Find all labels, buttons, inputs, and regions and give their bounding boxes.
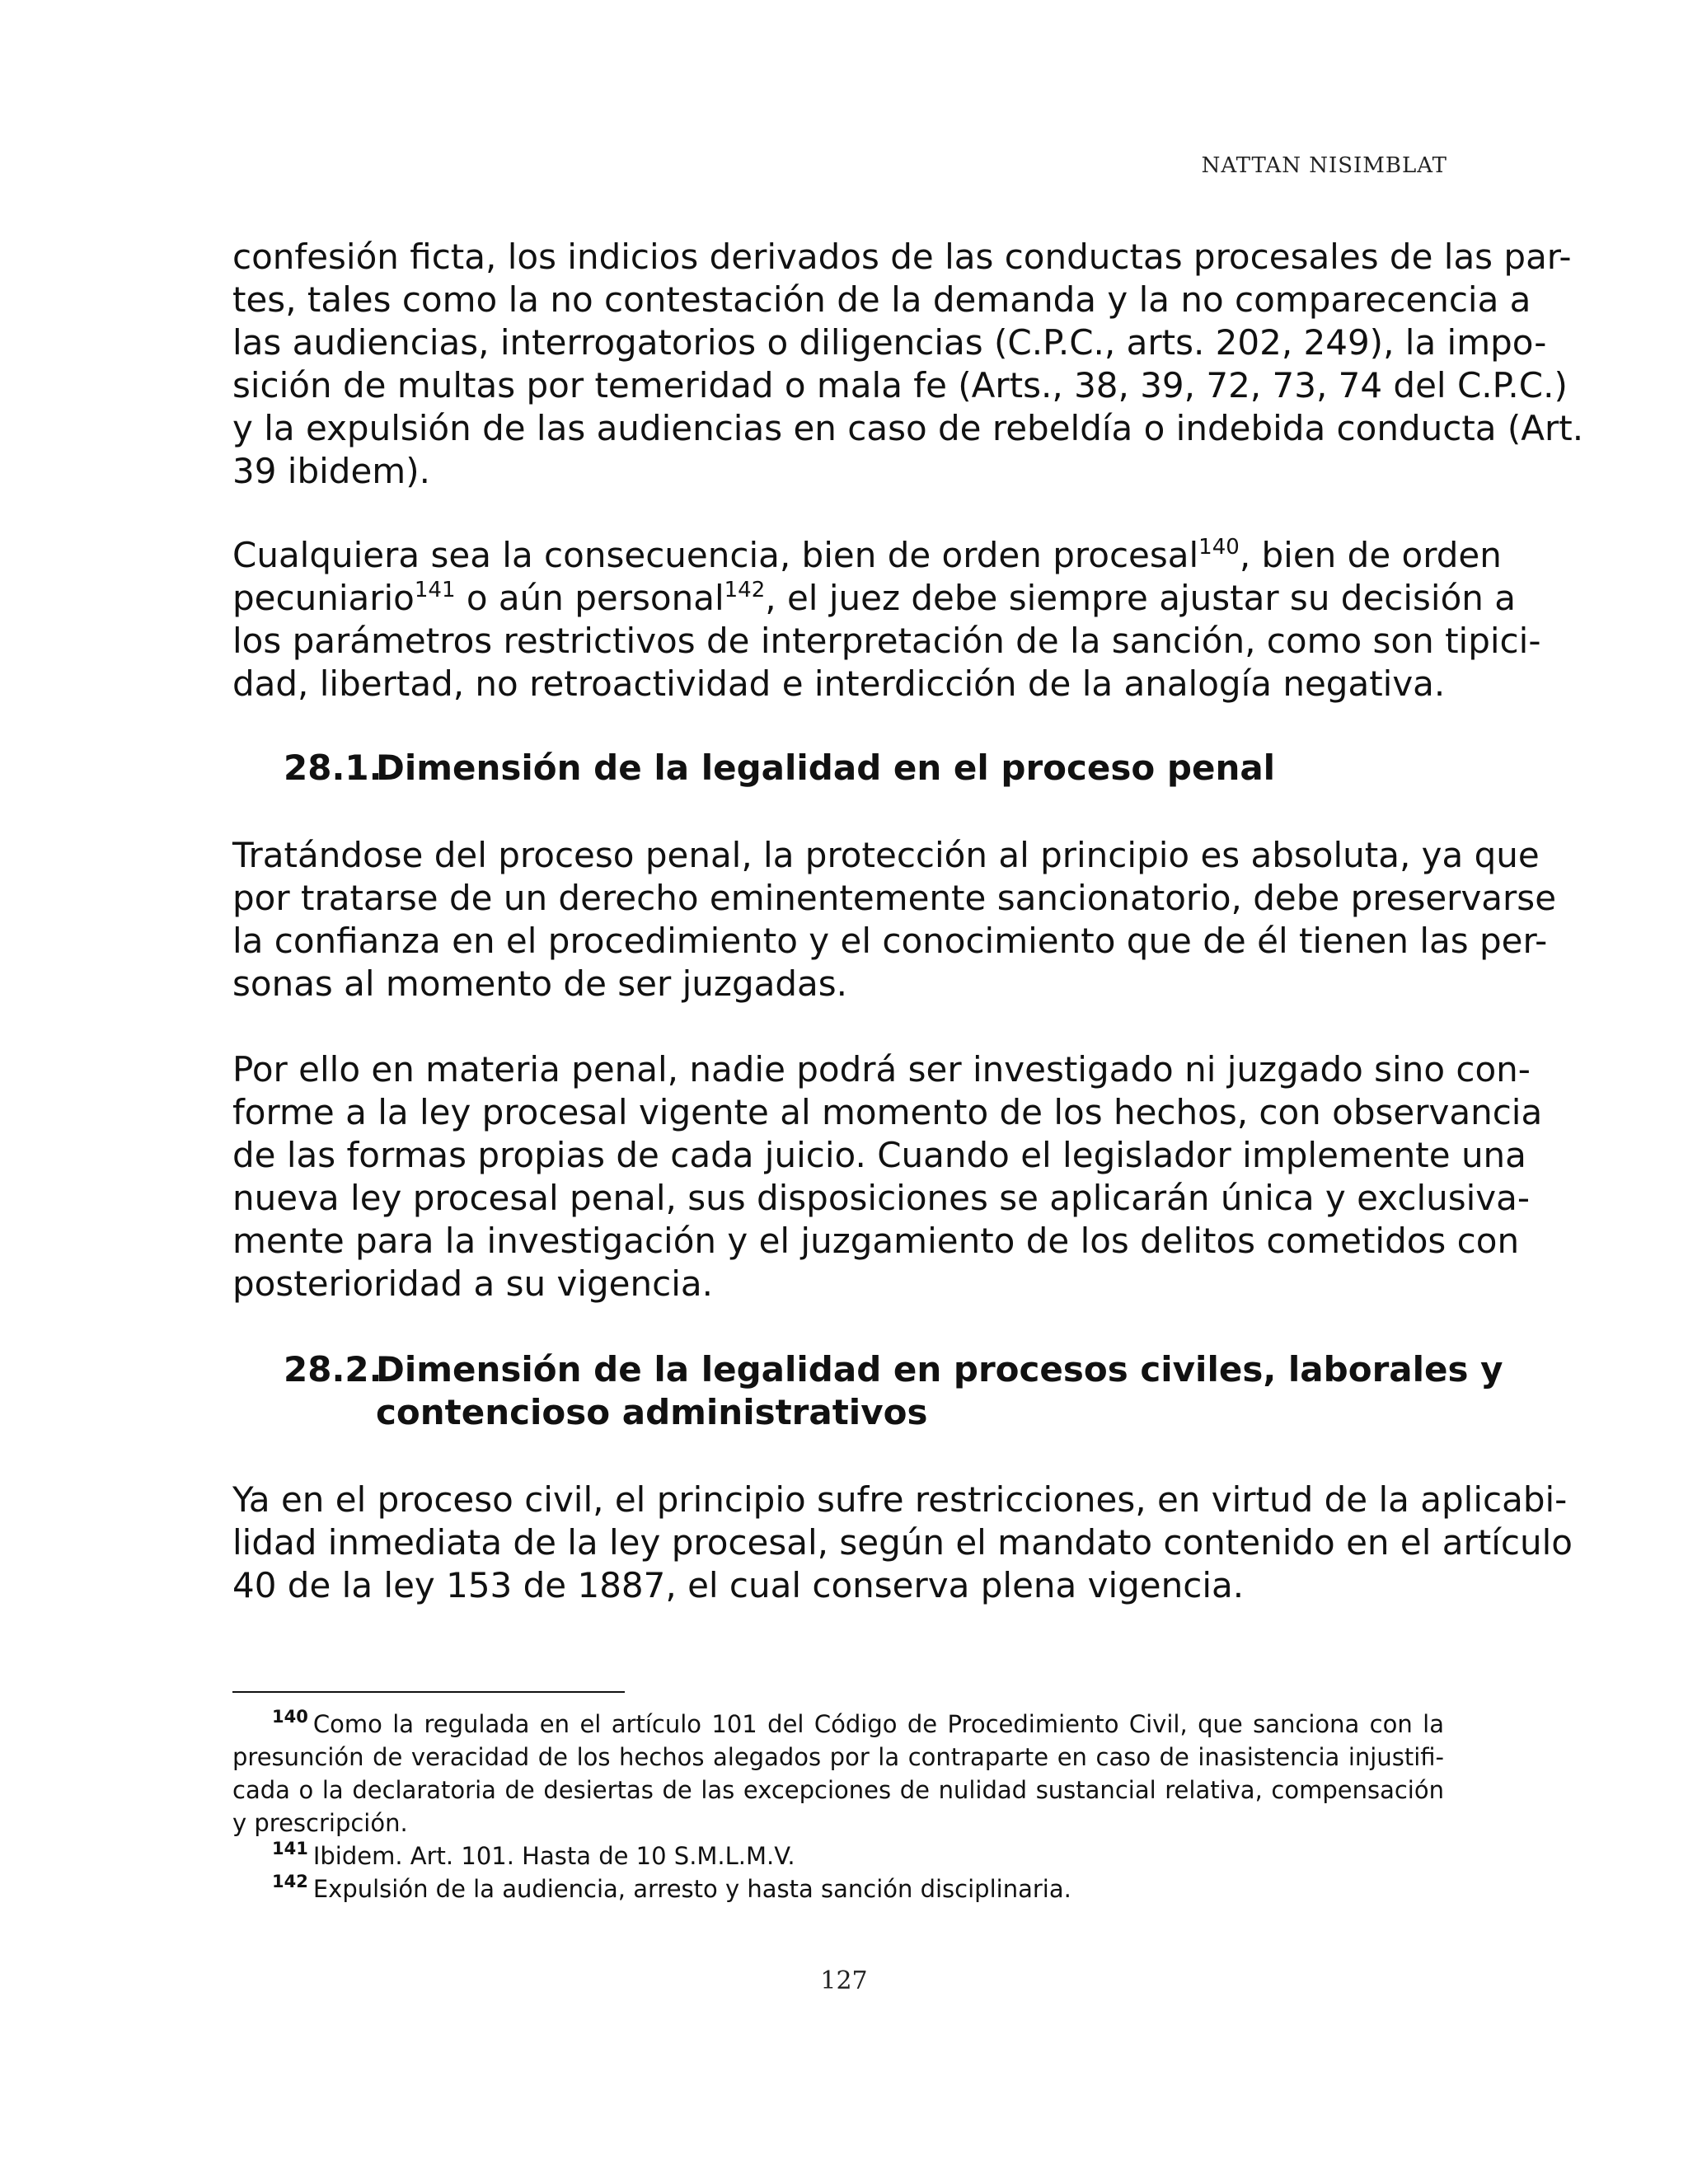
text-line: Tratándose del proceso penal, la protección al principio es absoluta, ya que <box>232 835 1540 875</box>
text-line: Por ello en materia penal, nadie podrá ser investigado ni juzgado sino con- <box>232 1049 1531 1090</box>
footnote-141 <box>232 1840 1444 1872</box>
footnote-142 <box>232 1872 1444 1905</box>
text-line: por tratarse de un derecho eminentemente sancionatorio, debe preservarse <box>232 878 1557 918</box>
text-run: o aún personal <box>455 578 724 618</box>
footnote-140 <box>232 1708 1444 1840</box>
section-title: Dimensión de la legalidad en procesos civiles, laborales y <box>376 1349 1503 1390</box>
footnote-line: cada o la declaratoria de desiertas de las excepciones de nulidad sustancial relativa, compensación <box>232 1776 1444 1804</box>
footnote-line <box>232 1708 1444 1741</box>
section-number: 28.2. <box>284 1349 382 1390</box>
footnote-mark: 140 <box>272 1707 308 1727</box>
text-line: las audiencias, interrogatorios o diligencias (C.P.C., arts. 202, 249), la impo- <box>232 322 1547 363</box>
paragraph-cualquiera-sea <box>232 534 1541 705</box>
text-line: los parámetros restrictivos de interpretación de la sanción, como son tipici- <box>232 621 1541 661</box>
footnote-ref-142[interactable]: 142 <box>724 578 766 602</box>
footnote-text: Expulsión de la audiencia, arresto y hasta sanción disciplinaria. <box>312 1875 1071 1903</box>
section-heading-28-2 <box>284 1348 1503 1434</box>
page-number: 127 <box>820 1966 868 1995</box>
text-line: tes, tales como la no contestación de la demanda y la no comparecencia a <box>232 279 1531 320</box>
text-line: nueva ley procesal penal, sus disposiciones se aplicarán única y exclusiva- <box>232 1178 1531 1218</box>
text-run: , el juez debe siempre ajustar su decisión a <box>765 578 1516 618</box>
section-heading-28-1 <box>284 747 1275 790</box>
text-line: y la expulsión de las audiencias en caso de rebeldía o indebida conducta (Art. <box>232 408 1584 448</box>
section-title-continued: contencioso administrativos <box>376 1392 928 1432</box>
text-line <box>232 534 1502 577</box>
text-line: confesión ficta, los indicios derivados de las conductas procesales de las par- <box>232 237 1572 277</box>
text-line: mente para la investigación y el juzgamiento de los delitos cometidos con <box>232 1221 1520 1261</box>
text-line: lidad inmediata de la ley procesal, según el mandato contenido en el artículo <box>232 1522 1573 1563</box>
section-title: Dimensión de la legalidad en el proceso penal <box>376 748 1276 788</box>
footnotes <box>232 1708 1444 1905</box>
footnote-ref-140[interactable]: 140 <box>1198 535 1240 560</box>
paragraph-por-ello <box>232 1048 1543 1305</box>
text-run: pecuniario <box>232 578 415 618</box>
paragraph-tratandose <box>232 834 1557 1005</box>
paragraph-confesion-ficta <box>232 236 1584 493</box>
footnote-mark: 141 <box>272 1839 308 1858</box>
text-line: 39 ibidem). <box>232 451 430 491</box>
text-run: , bien de orden <box>1239 535 1502 575</box>
footnote-line <box>232 1872 1444 1905</box>
footnote-mark: 142 <box>272 1872 308 1891</box>
footnote-line <box>232 1840 1444 1872</box>
text-line: 40 de la ley 153 de 1887, el cual conserva plena vigencia. <box>232 1565 1245 1605</box>
running-head-author: NATTAN NISIMBLAT <box>1201 153 1447 178</box>
text-line <box>232 577 1516 620</box>
text-line: sición de multas por temeridad o mala fe (Arts., 38, 39, 72, 73, 74 del C.P.C.) <box>232 365 1568 405</box>
text-line: forme a la ley procesal vigente al momento de los hechos, con observancia <box>232 1092 1543 1132</box>
footnote-text: Ibidem. Art. 101. Hasta de 10 S.M.L.M.V. <box>312 1842 795 1870</box>
text-line: de las formas propias de cada juicio. Cuando el legislador implemente una <box>232 1135 1526 1175</box>
footnote-text: Como la regulada en el artículo 101 del Código de Procedimiento Civil, que sanciona con la <box>312 1710 1444 1738</box>
paragraph-ya-en-el-proceso-civil <box>232 1479 1573 1607</box>
footnote-ref-141[interactable]: 141 <box>414 578 456 602</box>
footnote-line: presunción de veracidad de los hechos alegados por la contraparte en caso de inasistencia injustifi- <box>232 1743 1444 1771</box>
text-run: Cualquiera sea la consecuencia, bien de orden procesal <box>232 535 1199 575</box>
section-number: 28.1. <box>284 748 382 788</box>
text-line: dad, libertad, no retroactividad e interdicción de la analogía negativa. <box>232 663 1446 704</box>
text-line: sonas al momento de ser juzgadas. <box>232 963 847 1004</box>
text-line: la confianza en el procedimiento y el conocimiento que de él tienen las per- <box>232 921 1548 961</box>
footnote-line: y prescripción. <box>232 1809 408 1837</box>
footnote-separator <box>232 1691 625 1693</box>
text-line: Ya en el proceso civil, el principio sufre restricciones, en virtud de la aplicabi- <box>232 1479 1568 1520</box>
text-line: posterioridad a su vigencia. <box>232 1263 713 1304</box>
